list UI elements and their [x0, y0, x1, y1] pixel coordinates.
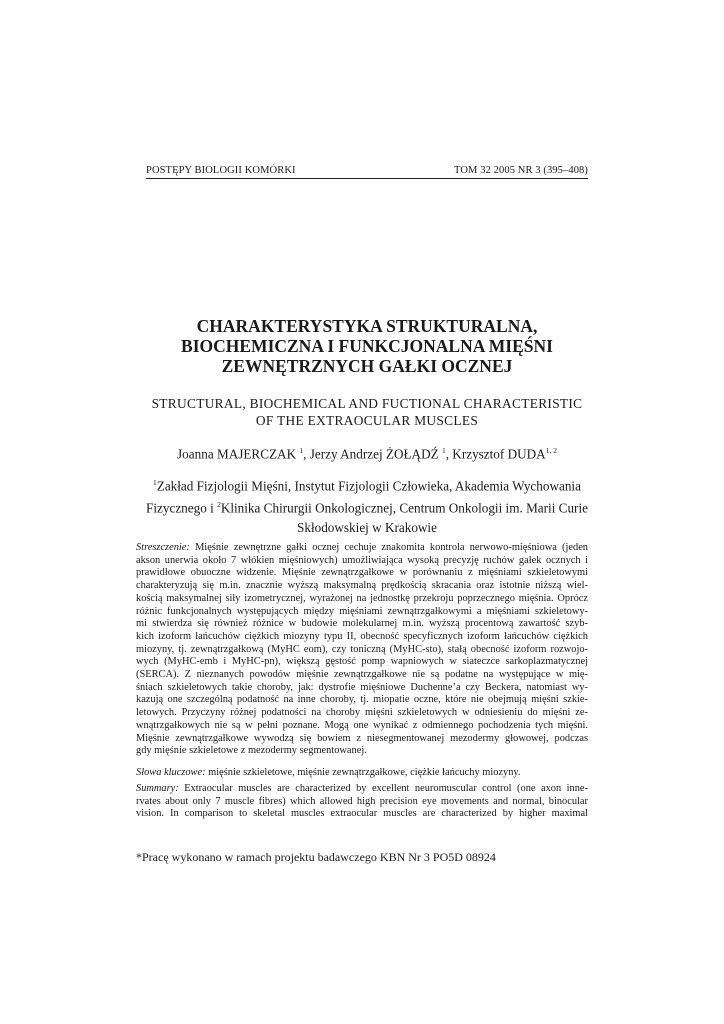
abstract-line: miozyny, tj. zewnątrzgałkową (MyHC eom), czy toniczną (MyHC-sto), stałą obecność izoform rozwojo-: [136, 643, 588, 655]
abstract-line: kazują one szczególną podatność na inne choroby, tj. miopatie oczne, które nie obejmują mięśni szkie-: [136, 694, 588, 706]
abstract-line: akson unerwia około 7 włókien mięśniowych) umożliwiająca wysoką precyzję ruchów gałek ocznych i: [136, 554, 588, 566]
title-english-line: OF THE EXTRAOCULAR MUSCLES: [255, 413, 479, 428]
author-name: , Krzysztof DUDA: [445, 446, 546, 462]
author-name: Joanna MAJERCZAK: [177, 446, 297, 462]
running-header: [146, 165, 588, 179]
abstract-line: prawidłowe obuoczne widzenie. Mięśnie zewnątrzgałkowe w porównaniu z mięśniami szkieletowymi: [136, 567, 588, 579]
keywords-text: mięśnie szkieletowe, mięśnie zewnątrzgałkowe, ciężkie łańcuchy miozyny.: [205, 767, 521, 778]
author-affiliation-mark: 1, 2: [545, 446, 557, 455]
author-list: [100, 446, 634, 462]
title-polish-line: CHARAKTERYSTYKA STRUKTURALNA,: [196, 316, 538, 336]
abstract-line: Streszczenie: Mięśnie zewnętrzne gałki ocznej cechuje znakomita kontrola nerwowo-mięśniowa (jeden: [136, 542, 588, 553]
volume-info: TOM 32 2005 NR 3 (395–408): [454, 165, 588, 176]
abstract-label: Streszczenie:: [136, 542, 190, 553]
summary-line: vision. In comparison to skeletal muscles extraocular muscles are characterized by higher maximal: [136, 808, 588, 820]
abstract-line: letowych. Przyczyny różnej podatności na choroby mięśni szkieletowych w odniesieniu do mięśni ze-: [136, 707, 588, 719]
affiliation-line: Skłodowskiej w Krakowie: [297, 519, 437, 535]
abstract-line: śniach szkieletowych takie choroby, jak: dystrofie mięśniowe Duchenne’a czy Beckera, natomiast wy-: [136, 681, 588, 693]
title-polish: [100, 316, 634, 376]
abstract-line: wnątrzgałkowych nie są w pełni poznane. Mogą one wynikać z odmiennego pochodzenia tych mięśni.: [136, 719, 588, 731]
keywords-label: Słowa kluczowe:: [136, 767, 206, 778]
summary-english: [136, 783, 588, 821]
abstract-line: mi stwierdza się również różnice w budowie molekularnej m.in. wyższą procentową zawartość szyb-: [136, 618, 588, 630]
abstract-line: wych (MyHC-emb i MyHC-pn), większą gęstość pomp wapniowych w siateczce sarkoplazmatycznej: [136, 656, 588, 668]
journal-name: POSTĘPY BIOLOGII KOMÓRKI: [146, 165, 296, 176]
abstract-line: kością maksymalnej siły izometrycznej, wyrażonej na jednostkę przekroju poprzecznego mięśnia. Oprócz: [136, 592, 588, 604]
title-polish-line: BIOCHEMICZNA I FUNKCJONALNA MIĘŚNI: [181, 336, 553, 356]
affiliation-line: Fizycznego i $^2$Klinika Chirurgii Onkologicznej, Centrum Onkologii im. Marii Curie: [146, 500, 588, 516]
affiliation-mark: 1: [153, 478, 157, 487]
abstract-line: charakteryzują się m.in. znacznie wyższą maksymalną prędkością skracania oraz istotnie niższą wiel-: [136, 580, 588, 592]
summary-line: rvates about only 7 muscle fibres) which allowed high precision eye movements and normal, binocular: [136, 795, 588, 807]
summary-label: Summary:: [136, 783, 179, 794]
author-affiliation-mark: 1: [299, 446, 304, 455]
title-english-line: STRUCTURAL, BIOCHEMICAL AND FUCTIONAL CHARACTERISTIC: [151, 396, 583, 411]
abstract-line: kich izoform łańcuchów ciężkich miozyny typu II, obecność specyficznych izoform łańcuchów ciężkich: [136, 630, 588, 642]
abstract-line: różnic funkcjonalnych występujących między mięśniami zewnątrzgałkowymi a mięśniami szkieletowy-: [136, 605, 588, 617]
keywords: [136, 767, 588, 778]
abstract-polish: [136, 542, 588, 758]
funding-footnote: *Pracę wykonano w ramach projektu badawczego KBN Nr 3 PO5D 08924: [136, 850, 496, 864]
abstract-line: (SERCA). Z nieznanych powodów mięśnie zewnątrzgałkowe nie są podatne na występujące w mię-: [136, 669, 588, 681]
abstract-line: Mięśnie zewnątrzgałkowe wywodzą się bowiem z niesegmentowanej mezodermy głowowej, podczas: [136, 732, 588, 744]
affiliation-line: $^1$Zakład Fizjologii Mięśni, Instytut Fizjologii Człowieka, Akademia Wychowania: [153, 478, 581, 494]
summary-line: Summary: Extraocular muscles are characterized by excellent neuromuscular control (one axon inne-: [136, 783, 588, 794]
title-polish-line: ZEWNĘTRZNYCH GAŁKI OCZNEJ: [221, 356, 513, 376]
author-name: , Jerzy Andrzej ŻOŁĄDŹ: [303, 446, 439, 462]
affiliation-mark: 2: [217, 500, 221, 510]
author-affiliation-mark: 1: [441, 446, 446, 455]
title-english: [100, 395, 634, 429]
affiliations: [100, 473, 634, 537]
abstract-line: gdy mięśnie szkieletowe z mezodermy segmentowanej.: [136, 745, 367, 757]
